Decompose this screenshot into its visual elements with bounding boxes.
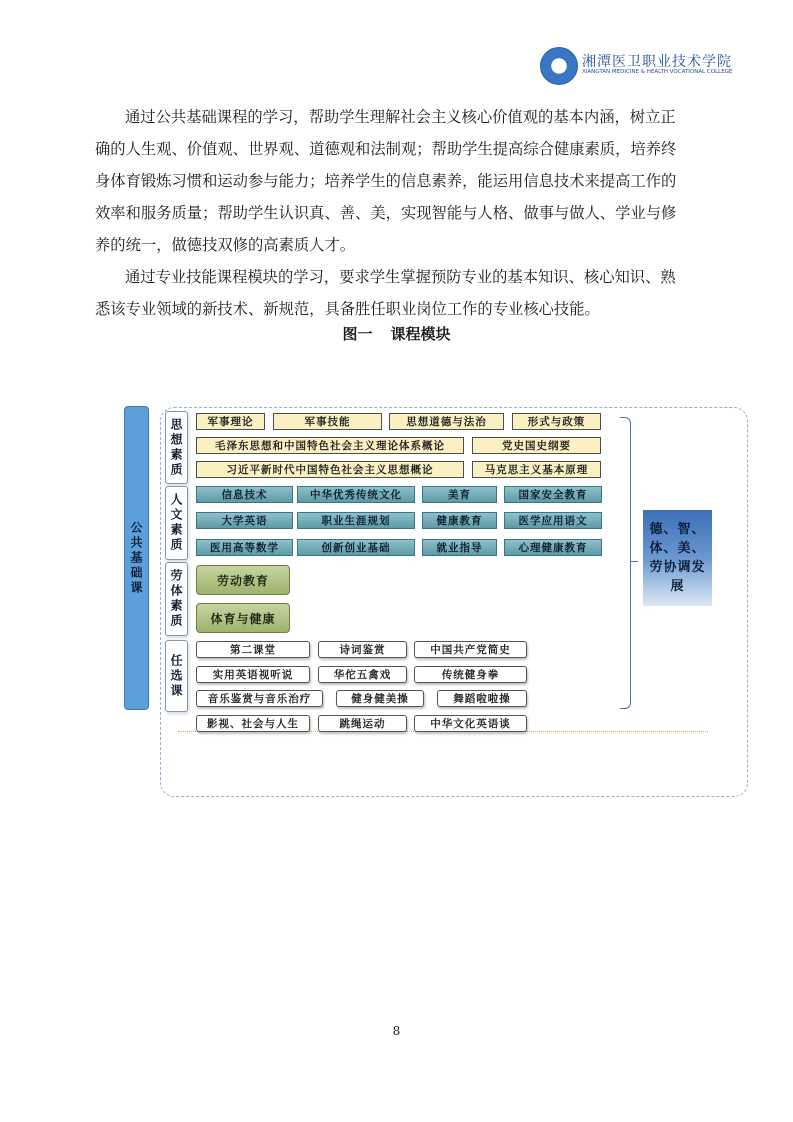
course-box: 马克思主义基本原理	[472, 461, 601, 478]
course-box: 华佗五禽戏	[318, 666, 407, 683]
category-renwen	[165, 486, 188, 560]
course-box: 医学应用语文	[504, 512, 602, 529]
course-box: 毛泽东思想和中国特色社会主义理论体系概论	[196, 437, 464, 454]
course-box: 中国共产党简史	[414, 641, 527, 658]
bracket-tip	[630, 561, 638, 562]
figure-caption	[0, 323, 793, 344]
course-box: 思想道德与法治	[389, 413, 504, 430]
figure-title: 课程模块	[390, 325, 451, 343]
category-label: 任选课	[169, 653, 183, 699]
course-box: 美育	[422, 486, 497, 503]
course-box: 跳绳运动	[318, 715, 407, 732]
course-box: 创新创业基础	[297, 539, 415, 556]
category-sixiang	[165, 411, 188, 484]
course-box: 第二课堂	[196, 641, 310, 658]
course-box: 军事技能	[273, 413, 382, 430]
course-box: 传统健身拳	[414, 666, 527, 683]
course-box: 中华文化英语谈	[414, 715, 527, 732]
text-line: 劳协调发	[649, 560, 706, 575]
course-box: 健身健美操	[336, 690, 424, 707]
course-box: 信息技术	[196, 486, 293, 503]
category-laoti	[165, 562, 188, 636]
text-line: 效率和服务质量；帮助学生认识真、善、美，实现智能与人格、做事与做人、学业与修	[95, 204, 677, 222]
logo-chinese-name: 湘潭医卫职业技术学院	[582, 54, 732, 70]
text-line: 展	[670, 579, 685, 594]
course-box: 党史国史纲要	[472, 437, 601, 454]
paragraph-public-courses	[95, 101, 701, 261]
text-line: 养的统一，做德技双修的高素质人才。	[95, 236, 356, 254]
course-box: 形式与政策	[512, 413, 601, 430]
college-emblem-icon	[540, 47, 578, 85]
course-box: 健康教育	[422, 512, 497, 529]
course-box: 舞蹈啦啦操	[437, 690, 527, 707]
figure-number: 图一	[342, 325, 373, 343]
category-label: 劳体素质	[169, 569, 183, 629]
course-box: 劳动教育	[196, 565, 290, 595]
course-box: 职业生涯规划	[297, 512, 415, 529]
course-box: 体育与健康	[196, 603, 290, 633]
course-box: 军事理论	[196, 413, 265, 430]
course-box: 音乐鉴赏与音乐治疗	[196, 690, 323, 707]
category-label: 人文素质	[169, 493, 183, 553]
text-line: 确的人生观、价值观、世界观、道德观和法制观；帮助学生提高综合健康素质，培养终	[95, 140, 677, 158]
text-line: 通过公共基础课程的学习，帮助学生理解社会主义核心价值观的基本内涵，树立正	[125, 108, 676, 126]
course-box: 中华优秀传统文化	[297, 486, 415, 503]
grouping-bracket	[620, 417, 631, 709]
development-goal-text	[649, 520, 705, 596]
course-box: 实用英语视听说	[196, 666, 310, 683]
text-line: 通过专业技能课程模块的学习，要求学生掌握预防专业的基本知识、核心知识、熟	[125, 268, 676, 286]
text-line: 悉该专业领域的新技术、新规范，具备胜任职业岗位工作的专业核心技能。	[95, 300, 600, 318]
course-box: 诗词鉴赏	[318, 641, 407, 658]
course-box: 影视、社会与人生	[196, 715, 310, 732]
course-box: 医用高等数学	[196, 539, 293, 556]
text-line: 德、智、	[649, 522, 706, 537]
development-goal-box	[643, 510, 712, 606]
course-box: 国家安全教育	[504, 486, 602, 503]
course-box: 就业指导	[422, 539, 497, 556]
public-basic-course-bar	[124, 406, 149, 710]
category-label: 思想素质	[169, 417, 183, 478]
college-logo	[540, 47, 740, 87]
course-box: 大学英语	[196, 512, 293, 529]
text-line: 体、美、	[649, 541, 706, 556]
paragraph-professional-courses	[95, 261, 701, 325]
course-box: 习近平新时代中国特色社会主义思想概论	[196, 461, 464, 478]
page-number: 8	[392, 1024, 401, 1038]
text-line: 身体育锻炼习惯和运动参与能力；培养学生的信息素养，能运用信息技术来提高工作的	[95, 172, 677, 190]
course-box: 心理健康教育	[504, 539, 602, 556]
logo-english-name: XIANGTAN MEDICINE & HEALTH VOCATIONAL COLLEGE	[582, 69, 733, 75]
public-basic-course-label: 公共基础课	[129, 520, 143, 596]
category-renxuan	[165, 640, 188, 712]
